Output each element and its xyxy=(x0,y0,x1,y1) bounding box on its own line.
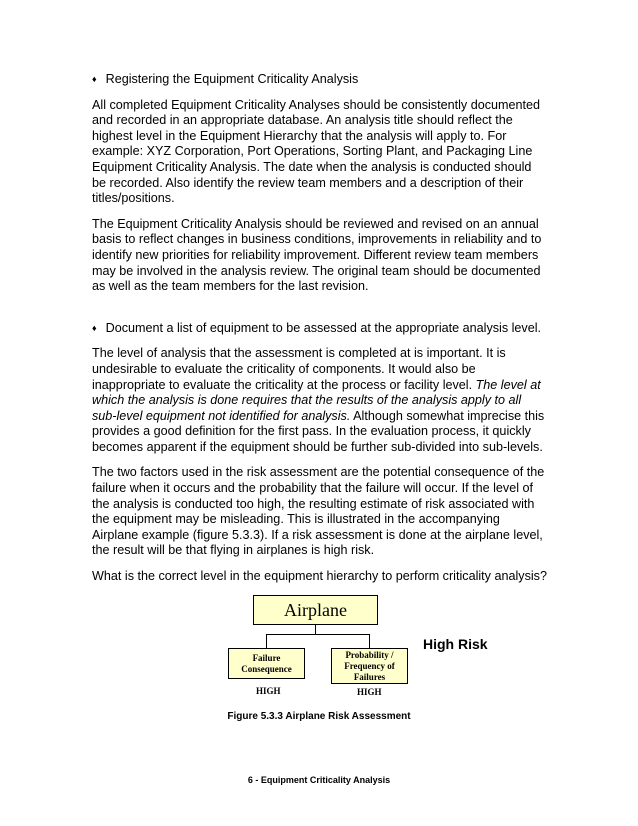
page-footer: 6 - Equipment Criticality Analysis xyxy=(247,775,391,785)
connector-left xyxy=(266,634,267,648)
failure-consequence-box xyxy=(228,648,305,679)
paragraph: All completed Equipment Criticality Analyses should be consistently documented and recorded in an appropriate database. An analysis title should reflect the highest level in the Equipment Hierarchy that the analysis will apply to. For example: XYZ Corporation, Port Operations, Sorting Plant, and Packaging Line Equipment Criticality Analysis. The date when the analysis is conducted should be recorded. Also identify the review team members and a description of their titles/positions. xyxy=(92,97,541,206)
figure-caption: Figure 5.3.3 Airplane Risk Assessment xyxy=(227,711,411,722)
connector-right xyxy=(369,634,370,648)
box-line: Probability / xyxy=(345,649,394,660)
paragraph: What is the correct level in the equipment hierarchy to perform criticality analysis? xyxy=(92,569,547,584)
connector-horizontal xyxy=(266,634,370,635)
diamond-icon: ♦ xyxy=(92,322,97,333)
paragraph: The Equipment Criticality Analysis should be reviewed and revised on an annual basis to reflect changes in business conditions, improvements in reliability and to identify new priorities for reliability improvement. Different review team members may be involved in the analysis review. The original team should be documented as well as the team members for the last revision. xyxy=(92,216,542,294)
paragraph xyxy=(92,346,548,455)
box-line: Failures xyxy=(353,671,386,682)
probability-box xyxy=(331,648,408,684)
bullet-text: Registering the Equipment Criticality Analysis xyxy=(105,72,359,86)
diamond-icon: ♦ xyxy=(92,74,97,84)
probability-level: HIGH xyxy=(357,687,382,697)
paragraph-italic-text: The level at which the analysis is done requires that the results of the analysis apply to all sub-level equipment not identified for analysis. xyxy=(92,377,541,423)
document-body xyxy=(92,72,548,585)
risk-result: High Risk xyxy=(423,636,488,652)
box-line: Frequency of xyxy=(344,660,395,671)
paragraph-text: The level of analysis that the assessment is completed at is important. It is undesirable to evaluate the criticality of components. It would also be inappropriate to evaluate the criticality at the process or facility level. xyxy=(92,346,506,392)
box-line: Failure xyxy=(252,652,281,663)
consequence-level: HIGH xyxy=(256,686,281,696)
airplane-box: Airplane xyxy=(253,595,378,625)
bullet-text: Document a list of equipment to be assessed at the appropriate analysis level. xyxy=(105,320,542,335)
bullet-registering xyxy=(92,72,548,88)
paragraph-text: Although somewhat imprecise this provides a good definition for the first pass. In the evaluation process, it quickly becomes apparent if the equipment should be further sub-divided into sub-levels. xyxy=(92,408,545,454)
bullet-document-list xyxy=(92,321,548,337)
connector-vertical xyxy=(315,625,316,634)
box-line: Consequence xyxy=(241,663,292,674)
paragraph: The two factors used in the risk assessment are the potential consequence of the failure when it occurs and the probability that the failure will occur. If the level of the analysis is conducted too high, the resulting estimate of risk associated with the equipment may be misleading. This is illustrated in the accompanying Airplane example (figure 5.3.3). If a risk assessment is done at the airplane level, the result will be that flying in airplanes is high risk. xyxy=(92,465,545,558)
